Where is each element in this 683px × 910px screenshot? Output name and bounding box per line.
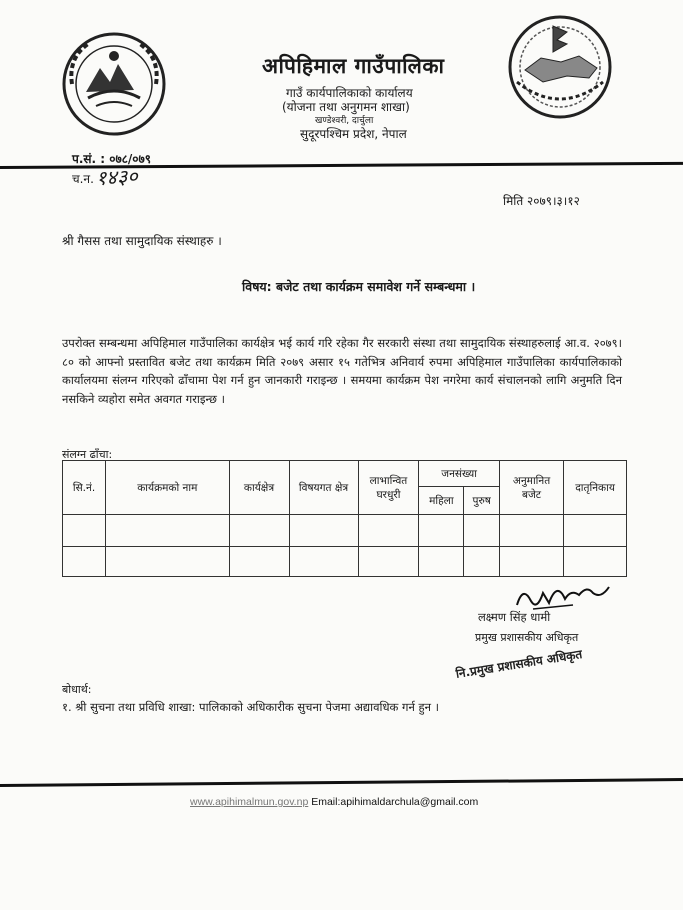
letter-body: उपरोक्त सम्बन्धमा अपिहिमाल गाउँपालिका कार्यक्षेत्र भई कार्य गरि रहेका गैर सरकारी संस्था तथा सामुदायिक संस्थाहरुलाई आ.व. २०७९।८० को आफ्नो प्रस्तावित बजेट तथा कार्यक्रम मिति २०७९ असार १५ गतेभित्र अनिवार्य रुपमा अपिहिमाल गाउँपालिका कार्यपालिकाको कार्यालयमा संलग्न गरिएको ढाँचामा पेश गर्न हुन जानकारी गराइन्छ । समयमा कार्यक्रम पेश नगरेमा कार्य संचालनको लागि अनुमति दिन नसकिने व्यहोरा समेत अवगत गराइन्छ । <box>62 336 622 406</box>
province-name: सुदूरपश्चिम प्रदेश, नेपाल <box>300 127 407 141</box>
addressee: श्री गैसस तथा सामुदायिक संस्थाहरु । <box>62 234 222 248</box>
dispatch-number-label: च.न. <box>72 172 94 186</box>
reference-number: प.सं. : ०७८/०७९ <box>72 152 152 166</box>
dispatch-number-handwritten: १४३० <box>95 163 139 191</box>
email-link[interactable]: Email:apihimaldarchula@gmail.com <box>311 796 479 808</box>
col-program-name: कार्यक्रमको नाम <box>106 461 230 515</box>
col-population: जनसंख्या <box>419 461 500 487</box>
attachment-label: संलग्न ढाँचा: <box>62 448 113 461</box>
col-sn: सि.नं. <box>63 461 106 515</box>
letter-date: मिति २०७९।३।१२ <box>503 194 580 208</box>
municipality-emblem-logo <box>58 28 170 140</box>
nepal-map-flag-logo <box>505 12 615 122</box>
table-row <box>63 547 627 577</box>
col-work-area: कार्यक्षेत्र <box>229 461 289 515</box>
col-beneficiary-households: लाभान्वित घरधुरी <box>358 461 419 515</box>
footer-contact <box>190 796 478 808</box>
office-location: खण्डेश्वरी, दार्चुला <box>315 116 374 126</box>
cc-label: बोधार्थ: <box>62 683 92 696</box>
footer-divider <box>0 778 683 787</box>
table-row <box>63 515 627 547</box>
subject-line: विषय: बजेट तथा कार्यक्रम समावेश गर्ने सम्बन्धमा । <box>242 279 476 294</box>
officer-stamp: नि.प्रमुख प्रशासकीय अधिकृत <box>454 647 584 681</box>
municipality-title: अपिहिमाल गाउँपालिका <box>262 54 445 78</box>
signatory-name: लक्ष्मण सिंह धामी <box>478 610 551 624</box>
col-female: महिला <box>419 487 464 515</box>
col-thematic-area: विषयगत क्षेत्र <box>289 461 358 515</box>
handwritten-signature <box>513 575 613 615</box>
office-name: गाउँ कार्यपालिकाको कार्यालय <box>286 86 413 100</box>
col-donor: दातृनिकाय <box>564 461 627 515</box>
cc-item: १. श्री सुचना तथा प्रविधि शाखा: पालिकाको अधिकारीक सुचना पेजमा अद्यावधिक गर्न हुन । <box>62 700 440 714</box>
branch-name: (योजना तथा अनुगमन शाखा) <box>282 100 410 114</box>
submission-form-table <box>62 460 627 577</box>
col-male: पुरुष <box>464 487 499 515</box>
col-estimated-budget: अनुमानित बजेट <box>499 461 563 515</box>
signatory-title: प्रमुख प्रशासकीय अधिकृत <box>475 631 579 644</box>
website-link[interactable]: www.apihimalmun.gov.np <box>190 796 309 808</box>
